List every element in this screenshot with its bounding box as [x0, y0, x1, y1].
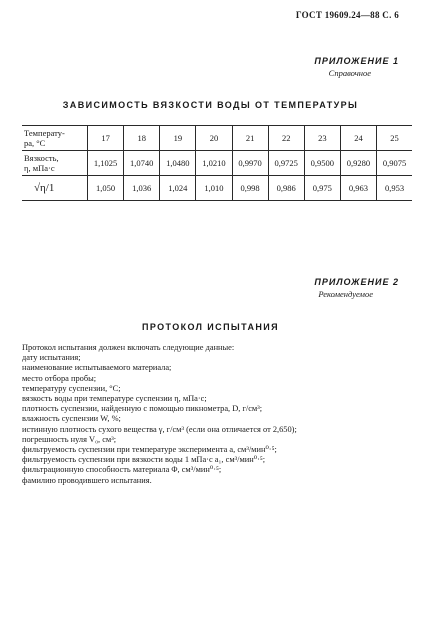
appendix-2-subtitle: Рекомендуемое: [318, 289, 373, 299]
row-label: [22, 176, 88, 201]
protocol-intro: Протокол испытания должен включать следующие данные:: [22, 343, 235, 352]
table-cell: 0,953: [377, 176, 413, 201]
appendix-1-title: ПРИЛОЖЕНИЕ 1: [314, 56, 399, 66]
table-cell: 18: [124, 126, 160, 151]
appendix-2-title: ПРИЛОЖЕНИЕ 2: [314, 277, 399, 287]
row-label-line: √η/1: [34, 182, 55, 194]
protocol-item: влажность суспензии W, %;: [22, 414, 121, 424]
protocol-item: погрешность нуля V₀, см³;: [22, 434, 117, 444]
table-cell: 22: [268, 126, 304, 151]
table-cell: 0,9075: [377, 151, 413, 176]
table-cell: 1,024: [160, 176, 196, 201]
protocol-item: фамилию проводившего испытания.: [22, 475, 152, 485]
table-cell: 0,998: [232, 176, 268, 201]
table-cell: 1,1025: [88, 151, 124, 176]
table-cell: 0,9970: [232, 151, 268, 176]
table-row: [22, 151, 412, 176]
row-label-line: η, мПа·с: [24, 163, 55, 173]
protocol-item: место отбора пробы;: [22, 373, 97, 383]
protocol-title: ПРОТОКОЛ ИСПЫТАНИЯ: [141, 322, 280, 332]
protocol-item: вязкость воды при температуре суспензии η, мПа·с;: [22, 394, 207, 404]
table-cell: 0,9500: [304, 151, 340, 176]
table-cell: 21: [232, 126, 268, 151]
table-cell: 1,036: [124, 176, 160, 201]
table-cell: 24: [340, 126, 376, 151]
row-label-line: ра, °С: [24, 138, 46, 148]
table-cell: 23: [304, 126, 340, 151]
table-cell: 20: [196, 126, 232, 151]
protocol-item: фильтруемость суспензии при температуре эксперимента a, см³/мин⁰·⁵;: [22, 445, 277, 455]
page-header: ГОСТ 19609.24—88 С. 6: [295, 10, 399, 20]
table-cell: 25: [377, 126, 413, 151]
protocol-item: температуру суспензии, °С;: [22, 383, 121, 393]
table-cell: 0,963: [340, 176, 376, 201]
table-row: [22, 126, 412, 151]
table-cell: 17: [88, 126, 124, 151]
appendix-1-subtitle: Справочное: [328, 68, 371, 78]
protocol-item: истинную плотность сухого вещества γ, г/см³ (если она отличается от 2,650);: [22, 424, 297, 434]
protocol-item: плотность суспензии, найденную с помощью пикнометра, D, г/см³;: [22, 404, 263, 414]
row-label-line: Вязкость,: [24, 153, 59, 163]
table-cell: 1,050: [88, 176, 124, 201]
row-label: [22, 126, 88, 151]
protocol-list: [22, 343, 414, 486]
viscosity-table: [22, 125, 412, 201]
table-cell: 1,0480: [160, 151, 196, 176]
table-cell: 1,0740: [124, 151, 160, 176]
table-cell: 0,986: [268, 176, 304, 201]
protocol-item: фильтрационную способность материала Φ, см³/мин⁰·⁵;: [22, 465, 222, 475]
protocol-item: фильтруемость суспензии при вязкости воды 1 мПа·с a₁, см³/мин⁰·⁵;: [22, 455, 266, 465]
protocol-item: дату испытания;: [22, 353, 81, 363]
table-cell: 0,9725: [268, 151, 304, 176]
table-row: [22, 176, 412, 201]
table-cell: 19: [160, 126, 196, 151]
row-label-line: Температу-: [24, 128, 65, 138]
table-cell: 1,010: [196, 176, 232, 201]
table-cell: 0,9280: [340, 151, 376, 176]
table-cell: 0,975: [304, 176, 340, 201]
protocol-item: наименование испытываемого материала;: [22, 363, 172, 373]
table-title: ЗАВИСИМОСТЬ ВЯЗКОСТИ ВОДЫ ОТ ТЕМПЕРАТУРЫ: [62, 100, 359, 110]
row-label: [22, 151, 88, 176]
table-cell: 1,0210: [196, 151, 232, 176]
